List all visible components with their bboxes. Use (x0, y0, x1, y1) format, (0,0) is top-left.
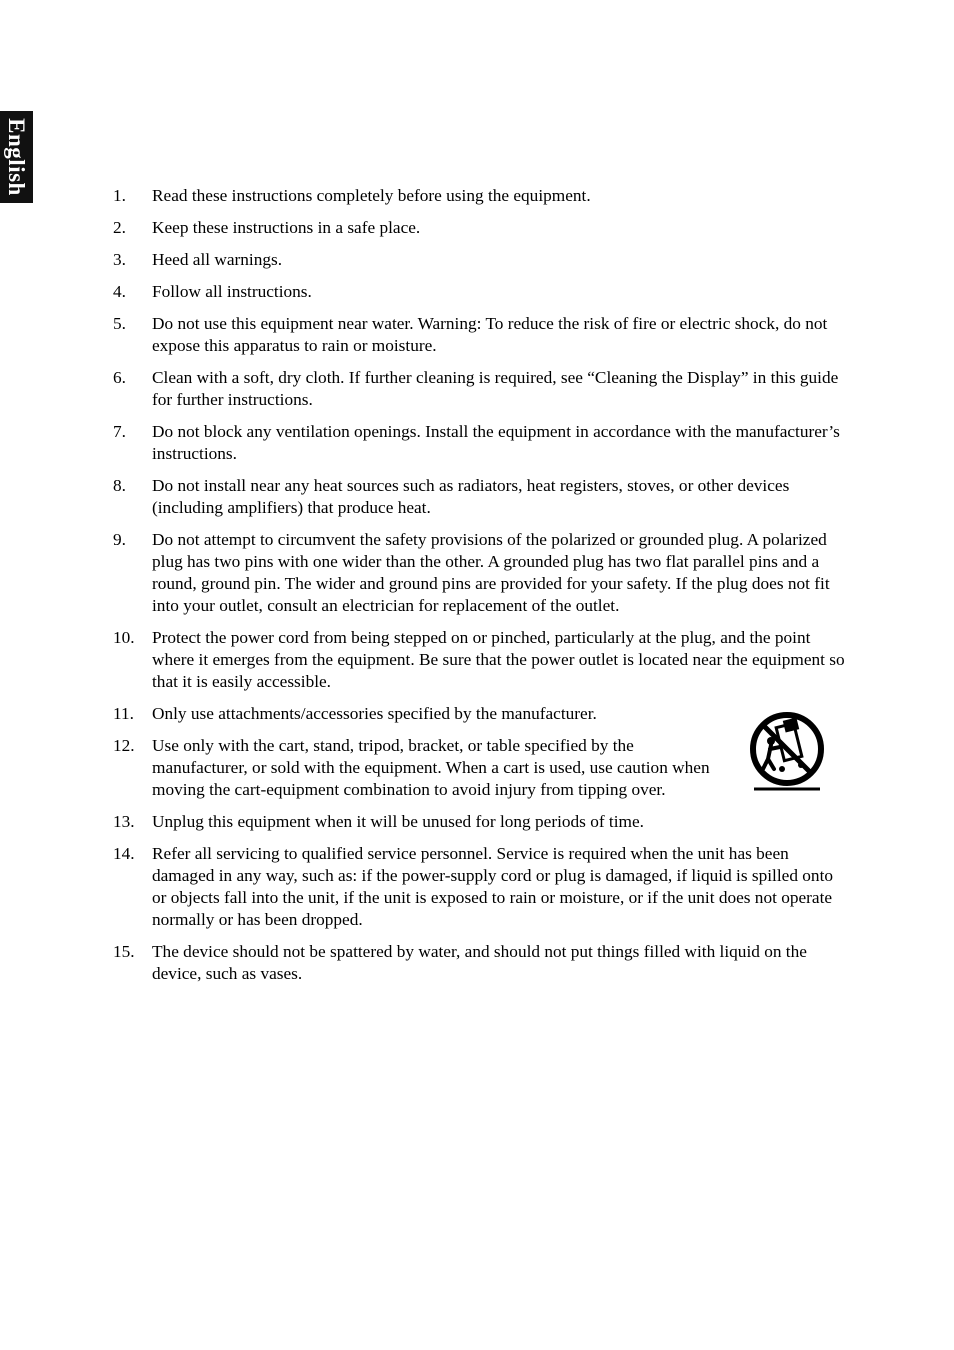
list-item (113, 627, 848, 693)
list-item (113, 941, 848, 985)
item-number: 10. (113, 628, 135, 647)
item-number: 11. (113, 704, 134, 723)
list-item (113, 703, 848, 725)
item-number: 14. (113, 844, 135, 863)
item-number: 12. (113, 736, 135, 755)
list-item (113, 217, 848, 239)
list-item (113, 529, 848, 617)
item-text: Do not use this equipment near water. Warning: To reduce the risk of fire or electric shock, do not expose this apparatus to rain or moisture. (152, 314, 828, 355)
item-text: Use only with the cart, stand, tripod, bracket, or table specified by the manufacturer, or sold with the equipment. When a cart is used, use caution when moving the cart-equipment combination to avoid injury from tipping over. (152, 736, 710, 799)
list-item (113, 313, 848, 357)
item-text: Read these instructions completely before using the equipment. (152, 186, 591, 205)
list-item (113, 281, 848, 303)
item-number: 8. (113, 476, 126, 495)
safety-instructions-list (113, 185, 848, 995)
cart-tip-over-warning-icon (746, 711, 828, 793)
list-item (113, 185, 848, 207)
list-item (113, 367, 848, 411)
item-number: 4. (113, 282, 126, 301)
language-tab (0, 111, 33, 203)
list-item (113, 735, 848, 801)
item-text: Follow all instructions. (152, 282, 312, 301)
item-text: Do not block any ventilation openings. Install the equipment in accordance with the manufacturer’s instructions. (152, 422, 840, 463)
item-text: Only use attachments/accessories specified by the manufacturer. (152, 704, 597, 723)
item-number: 7. (113, 422, 126, 441)
item-number: 5. (113, 314, 126, 333)
list-item (113, 421, 848, 465)
item-number: 15. (113, 942, 135, 961)
list-item (113, 249, 848, 271)
item-number: 2. (113, 218, 126, 237)
list-item (113, 811, 848, 833)
item-text: Refer all servicing to qualified service personnel. Service is required when the unit has been damaged in any way, such as: if the power-supply cord or plug is damaged, if liquid is spilled onto or objects fall into the unit, if the unit is exposed to rain or moisture, or if the unit does not operate normally or has been dropped. (152, 844, 834, 929)
item-number: 13. (113, 812, 135, 831)
item-text: Do not install near any heat sources such as radiators, heat registers, stoves, or other devices (including amplifiers) that produce heat. (152, 476, 790, 517)
item-number: 3. (113, 250, 126, 269)
item-number: 6. (113, 368, 126, 387)
item-text: Heed all warnings. (152, 250, 283, 269)
item-text: Clean with a soft, dry cloth. If further cleaning is required, see “Cleaning the Display” in this guide for further instructions. (152, 368, 839, 409)
language-tab-label: English (4, 118, 29, 196)
item-text: Do not attempt to circumvent the safety provisions of the polarized or grounded plug. A polarized plug has two pins with one wider than the other. A grounded plug has two flat parallel pins and a round, ground pin. The wider and ground pins are provided for your safety. If the plug does not fit into your outlet, consult an electrician for replacement of the outlet. (152, 530, 830, 615)
item-number: 9. (113, 530, 126, 549)
item-number: 1. (113, 186, 126, 205)
item-text: Protect the power cord from being stepped on or pinched, particularly at the plug, and the point where it emerges from the equipment. Be sure that the power outlet is located near the equipment so that it is easily accessible. (152, 628, 845, 691)
item-text: Unplug this equipment when it will be unused for long periods of time. (152, 812, 644, 831)
item-text: The device should not be spattered by water, and should not put things filled with liquid on the device, such as vases. (152, 942, 807, 983)
list-item (113, 475, 848, 519)
list-item (113, 843, 848, 931)
item-text: Keep these instructions in a safe place. (152, 218, 421, 237)
